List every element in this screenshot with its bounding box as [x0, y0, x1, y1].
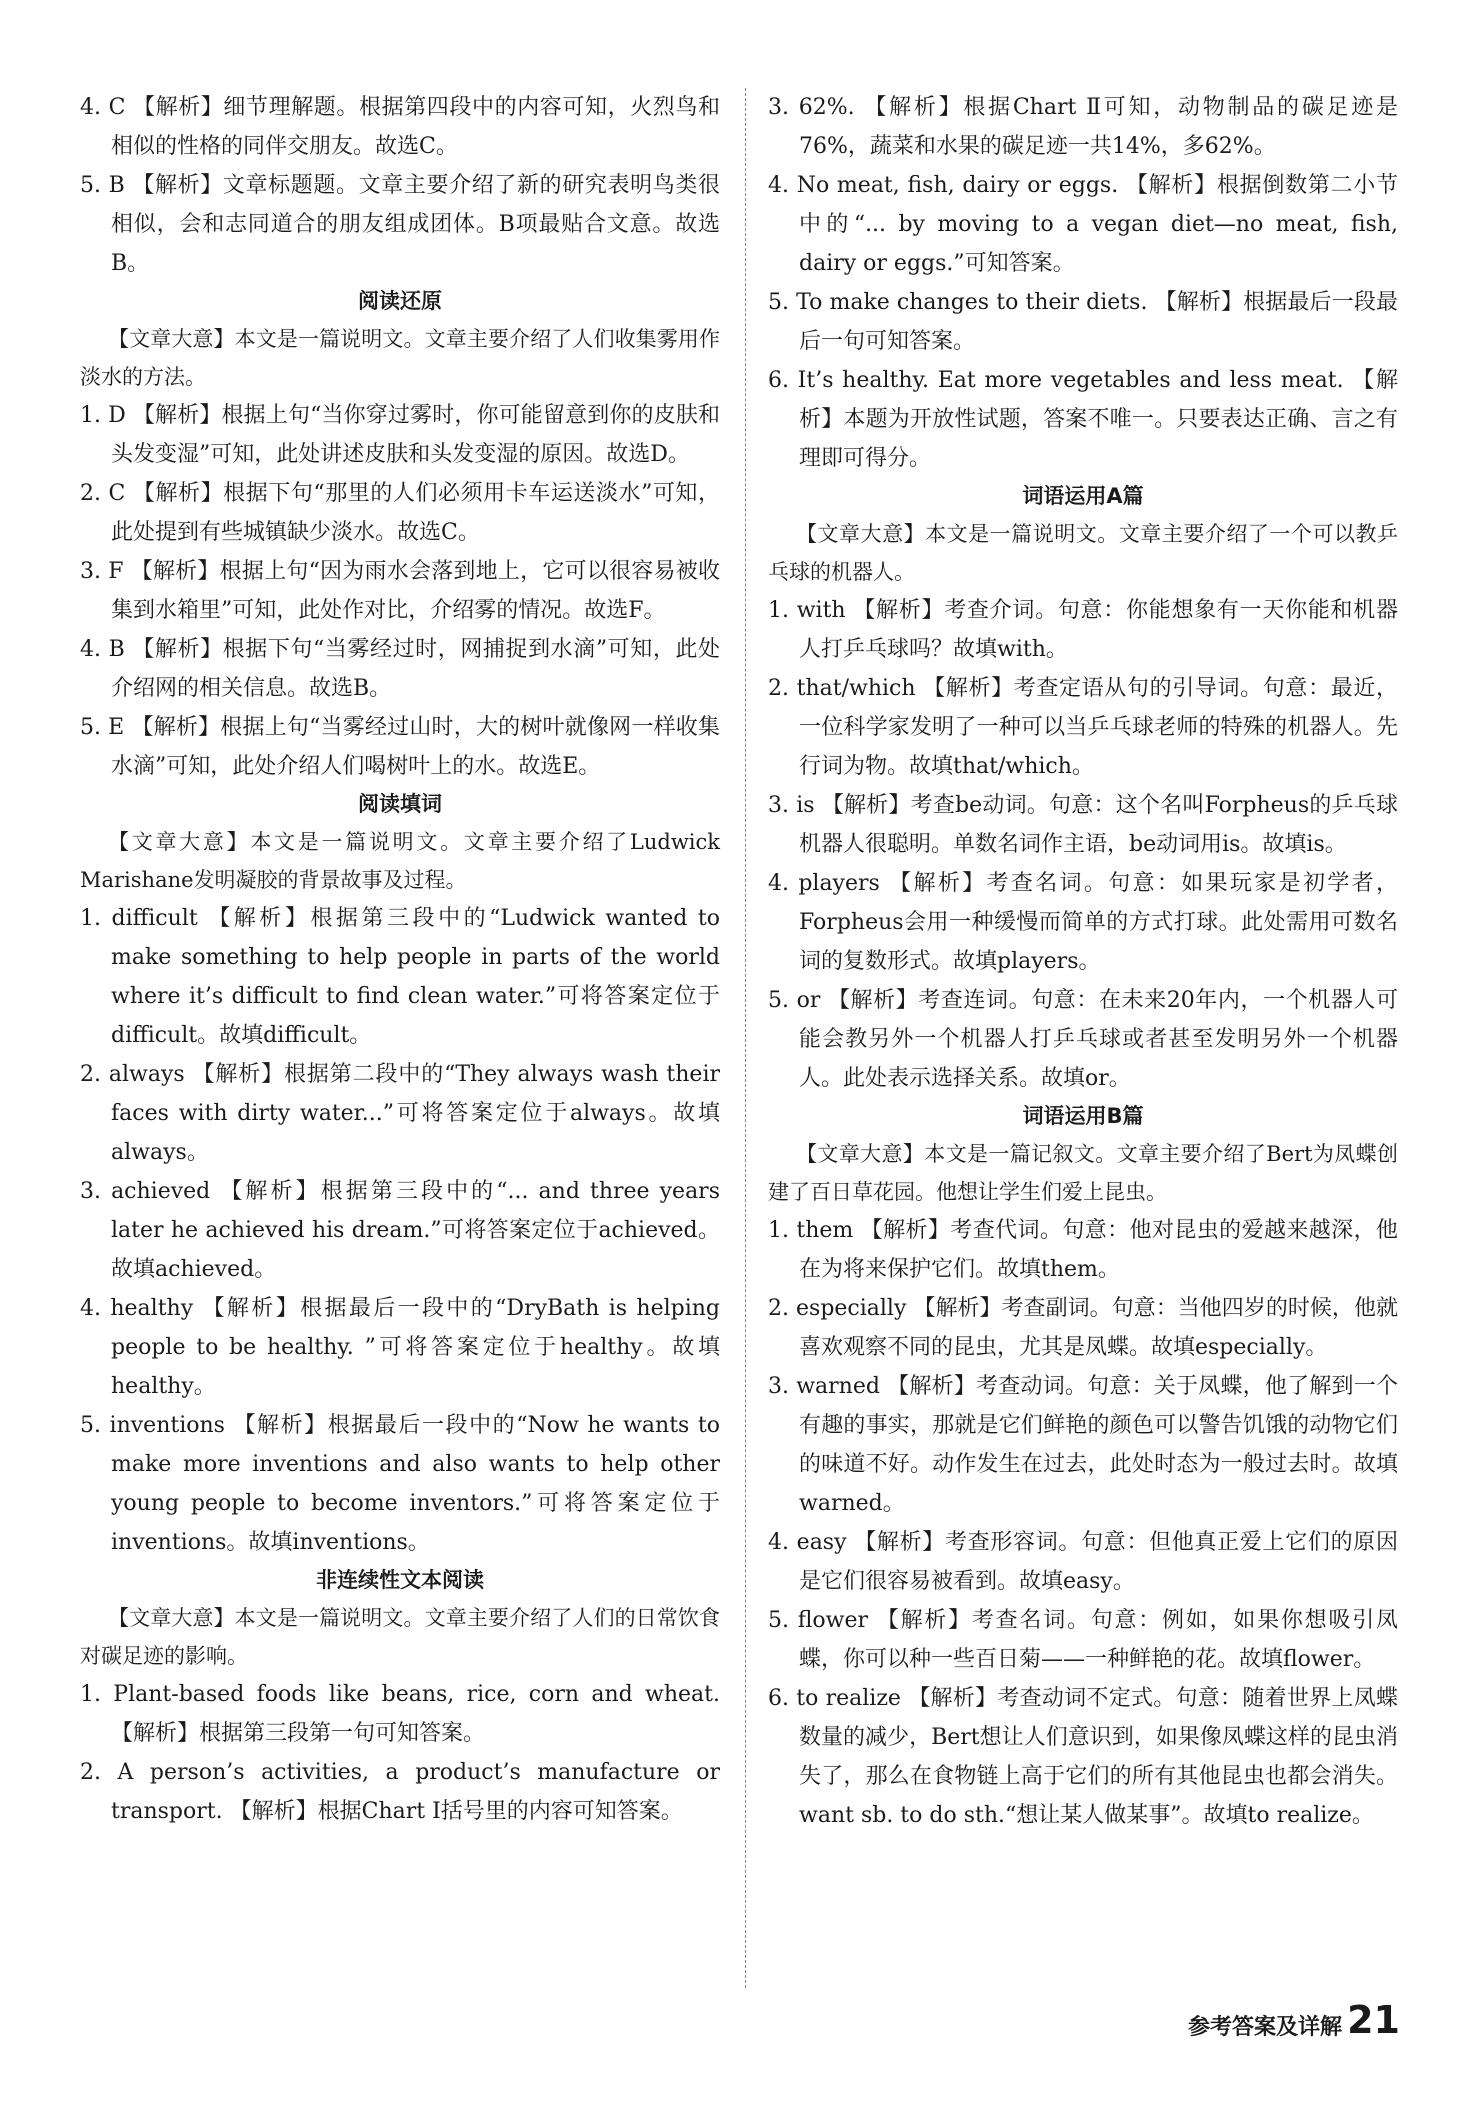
footer-label: 参考答案及详解 [1187, 2015, 1342, 2040]
answer-item: 1. with 【解析】考查介词。句意：你能想象有一天你能和机器人打乒乓球吗？故填with。 [768, 598, 1398, 662]
section-heading: 阅读填词 [358, 792, 442, 816]
right-column [768, 88, 1398, 1835]
answer-item: 2. that/which 【解析】考查定语从句的引导词。句意：最近，一位科学家发明了一种可以当乒乓球老师的特殊的机器人。先行词为物。故填that/which。 [768, 676, 1398, 779]
answer-item: 2. especially 【解析】考查副词。句意：当他四岁的时候，他就喜欢观察不同的昆虫，尤其是凤蝶。故填especially。 [768, 1296, 1398, 1360]
answer-item: 6. to realize 【解析】考查动词不定式。句意：随着世界上凤蝶数量的减少，Bert想让人们意识到，如果像凤蝶这样的昆虫消失了，那么在食物链上高于它们的所有其他昆虫也都会消失。want sb. to do sth.“想让某人做某事”。故填to realize。 [768, 1686, 1398, 1828]
answer-item: 1. D 【解析】根据上句“当你穿过雾时，你可能留意到你的皮肤和头发变湿”可知，此处讲述皮肤和头发变湿的原因。故选D。 [80, 403, 720, 467]
article-summary: 【文章大意】本文是一篇说明文。文章主要介绍了一个可以教乒乓球的机器人。 [768, 522, 1398, 584]
article-summary: 【文章大意】本文是一篇说明文。文章主要介绍了Ludwick Marishane发明凝胶的背景故事及过程。 [80, 830, 720, 892]
answer-item: 4. B 【解析】根据下句“当雾经过时，网捕捉到水滴”可知，此处介绍网的相关信息。故选B。 [80, 637, 720, 701]
section-heading: 阅读还原 [358, 289, 442, 313]
answer-item: 5. flower 【解析】考查名词。句意：例如，如果你想吸引凤蝶，你可以种一些百日菊——一种鲜艳的花。故填flower。 [768, 1608, 1398, 1672]
article-summary: 【文章大意】本文是一篇说明文。文章主要介绍了人们收集雾用作淡水的方法。 [80, 327, 720, 389]
answer-item: 1. difficult 【解析】根据第三段中的“Ludwick wanted to make something to help people in parts of the world where it’s difficult to find clean water.”可将答案定位于difficult。故填difficult。 [80, 906, 720, 1048]
answer-item: 3. F 【解析】根据上句“因为雨水会落到地上，它可以很容易被收集到水箱里”可知，此处作对比，介绍雾的情况。故选F。 [80, 559, 720, 623]
answer-item: 6. It’s healthy. Eat more vegetables and less meat. 【解析】本题为开放性试题，答案不唯一。只要表达正确、言之有理即可得分。 [768, 368, 1398, 471]
answer-item: 5. or 【解析】考查连词。句意：在未来20年内，一个机器人可能会教另外一个机器人打乒乓球或者甚至发明另外一个机器人。此处表示选择关系。故填or。 [768, 988, 1398, 1091]
answer-item: 3. warned 【解析】考查动词。句意：关于凤蝶，他了解到一个有趣的事实，那就是它们鲜艳的颜色可以警告饥饿的动物它们的味道不好。动作发生在过去，此处时态为一般过去时。故填warned。 [768, 1374, 1398, 1516]
answer-item: 4. C 【解析】细节理解题。根据第四段中的内容可知，火烈鸟和相似的性格的同伴交朋友。故选C。 [80, 95, 720, 159]
answer-item: 5. To make changes to their diets. 【解析】根据最后一段最后一句可知答案。 [768, 290, 1398, 354]
section-heading: 词语运用B篇 [1022, 1104, 1144, 1128]
answer-item: 4. No meat, fish, dairy or eggs. 【解析】根据倒数第二小节中的“... by moving to a vegan diet—no meat, fish, dairy or eggs.”可知答案。 [768, 173, 1398, 276]
section-heading: 非连续性文本阅读 [316, 1568, 484, 1592]
answer-item: 2. always 【解析】根据第二段中的“They always wash their faces with dirty water...”可将答案定位于always。故填always。 [80, 1062, 720, 1165]
left-column [80, 88, 720, 1831]
article-summary: 【文章大意】本文是一篇说明文。文章主要介绍了人们的日常饮食对碳足迹的影响。 [80, 1606, 720, 1668]
answer-item: 2. C 【解析】根据下句“那里的人们必须用卡车运送淡水”可知，此处提到有些城镇缺少淡水。故选C。 [80, 481, 720, 545]
answer-item: 2. A person’s activities, a product’s manufacture or transport. 【解析】根据Chart Ⅰ括号里的内容可知答案。 [80, 1760, 720, 1824]
answer-item: 3. is 【解析】考查be动词。句意：这个名叫Forpheus的乒乓球机器人很聪明。单数名词作主语，be动词用is。故填is。 [768, 793, 1398, 857]
answer-item: 5. E 【解析】根据上句“当雾经过山时，大的树叶就像网一样收集水滴”可知，此处介绍人们喝树叶上的水。故选E。 [80, 715, 720, 779]
answer-item: 5. inventions 【解析】根据最后一段中的“Now he wants to make more inventions and also wants to help other young people to become inventors.”可将答案定位于inventions。故填inventions。 [80, 1413, 720, 1555]
answer-item: 3. 62%. 【解析】根据Chart Ⅱ可知，动物制品的碳足迹是76%，蔬菜和水果的碳足迹一共14%，多62%。 [768, 95, 1398, 159]
answer-item: 4. easy 【解析】考查形容词。句意：但他真正爱上它们的原因是它们很容易被看到。故填easy。 [768, 1530, 1398, 1594]
section-heading: 词语运用A篇 [1022, 484, 1144, 508]
answer-item: 4. healthy 【解析】根据最后一段中的“DryBath is helping people to be healthy. ”可将答案定位于healthy。故填healthy。 [80, 1296, 720, 1399]
answer-item: 3. achieved 【解析】根据第三段中的“... and three years later he achieved his dream.”可将答案定位于achieved。故填achieved。 [80, 1179, 720, 1282]
page-number: 21 [1347, 1998, 1400, 2042]
article-summary: 【文章大意】本文是一篇记叙文。文章主要介绍了Bert为凤蝶创建了百日草花园。他想让学生们爱上昆虫。 [768, 1142, 1398, 1204]
answer-item: 4. players 【解析】考查名词。句意：如果玩家是初学者，Forpheus会用一种缓慢而简单的方式打球。此处需用可数名词的复数形式。故填players。 [768, 871, 1398, 974]
answer-item: 5. B 【解析】文章标题题。文章主要介绍了新的研究表明鸟类很相似，会和志同道合的朋友组成团体。B项最贴合文意。故选B。 [80, 173, 720, 276]
answer-item: 1. them 【解析】考查代词。句意：他对昆虫的爱越来越深，他在为将来保护它们。故填them。 [768, 1218, 1398, 1282]
column-divider [745, 88, 746, 1988]
answer-item: 1. Plant-based foods like beans, rice, corn and wheat. 【解析】根据第三段第一句可知答案。 [80, 1682, 720, 1746]
